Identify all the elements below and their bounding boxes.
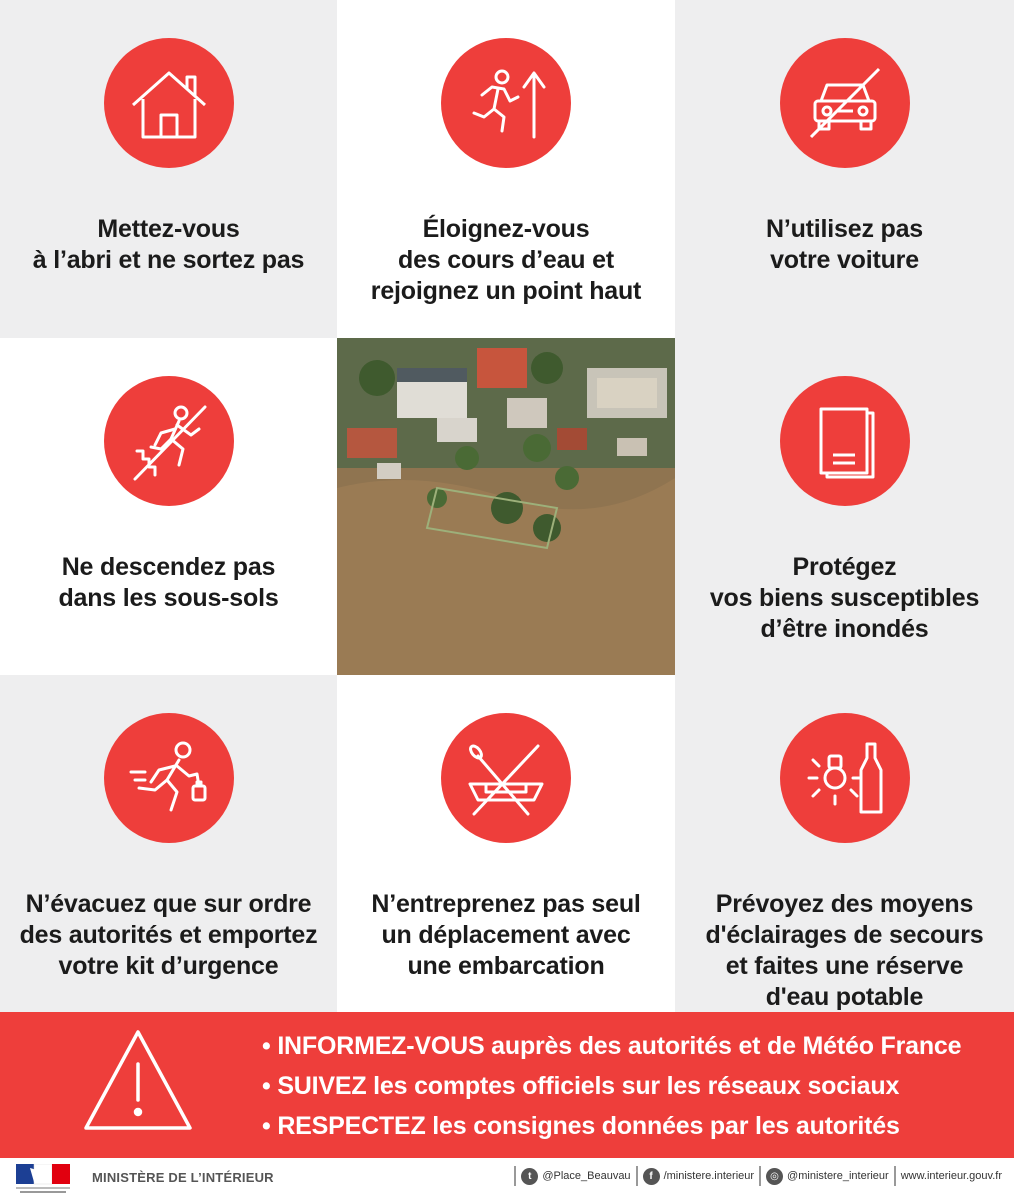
bullet-respect xyxy=(262,1106,1002,1146)
advice-bullets xyxy=(262,1026,1002,1146)
divider xyxy=(759,1166,761,1186)
card-caption: Protégez vos biens susceptibles d’être inondés xyxy=(709,553,980,643)
bullet-text: auprès des autorités et de Météo France xyxy=(484,1032,962,1060)
divider xyxy=(894,1166,896,1186)
card-icon-circle xyxy=(441,713,571,843)
card-caption: N’utilisez pas votre voiture xyxy=(766,215,923,274)
card-icon-circle xyxy=(441,38,571,168)
bullet-mark: • xyxy=(262,1032,271,1060)
card-protect-goods xyxy=(675,338,1014,675)
card-caption: Ne descendez pas dans les sous-sols xyxy=(58,553,279,612)
card-evacuate xyxy=(0,675,337,1012)
bullet-text: les consignes données par les autorités xyxy=(425,1112,900,1140)
running-up-arrow-icon xyxy=(458,55,554,151)
no-car-icon xyxy=(797,55,893,151)
card-no-car xyxy=(675,0,1014,338)
card-icon-circle xyxy=(104,38,234,168)
card-no-boat xyxy=(337,675,675,1012)
card-icon-circle xyxy=(104,376,234,506)
no-boat-icon xyxy=(458,730,554,826)
card-icon-circle xyxy=(780,376,910,506)
card-caption: N’entreprenez pas seul un déplacement avec une embarcation xyxy=(371,890,641,980)
bullet-follow xyxy=(262,1066,1002,1106)
bullet-text: les comptes officiels sur les réseaux sociaux xyxy=(366,1072,900,1100)
bullet-mark: • xyxy=(262,1072,271,1100)
card-icon-circle xyxy=(780,38,910,168)
republique-francaise-logo xyxy=(16,1164,70,1194)
website-link[interactable]: www.interieur.gouv.fr xyxy=(900,1170,1002,1182)
card-no-basement xyxy=(0,338,337,675)
twitter-icon: t xyxy=(521,1168,538,1185)
instagram-handle[interactable]: @ministere_interieur xyxy=(787,1170,889,1182)
bullet-keyword: RESPECTEZ xyxy=(277,1112,426,1140)
evacuate-with-kit-icon xyxy=(121,730,217,826)
social-links xyxy=(509,1166,1002,1186)
ministry-name: MINISTÈRE DE L’INTÉRIEUR xyxy=(92,1170,274,1185)
divider xyxy=(514,1166,516,1186)
bullet-mark: • xyxy=(262,1112,271,1140)
book-icon xyxy=(797,393,893,489)
twitter-handle[interactable]: @Place_Beauvau xyxy=(542,1170,631,1182)
flood-aerial-photo xyxy=(337,338,675,675)
bullet-keyword: SUIVEZ xyxy=(277,1072,367,1100)
card-shelter xyxy=(0,0,337,338)
card-caption: Mettez-vous à l’abri et ne sortez pas xyxy=(32,215,305,274)
instagram-icon: ◎ xyxy=(766,1168,783,1185)
card-caption: N’évacuez que sur ordre des autorités et emportez votre kit d’urgence xyxy=(19,890,318,980)
divider xyxy=(636,1166,638,1186)
card-caption: Prévoyez des moyens d'éclairages de secours et faites une réserve d'eau potable xyxy=(705,890,984,1011)
warning-triangle-icon xyxy=(80,1024,196,1140)
no-stairs-down-icon xyxy=(121,393,217,489)
facebook-icon: f xyxy=(643,1168,660,1185)
facebook-handle[interactable]: /ministere.interieur xyxy=(663,1170,755,1182)
card-high-ground xyxy=(337,0,675,338)
bullet-inform xyxy=(262,1026,1002,1066)
flashlight-bottle-icon xyxy=(797,730,893,826)
card-icon-circle xyxy=(780,713,910,843)
bullet-keyword: INFORMEZ-VOUS xyxy=(277,1032,485,1060)
card-caption: Éloignez-vous des cours d’eau et rejoignez un point haut xyxy=(370,215,642,305)
house-icon xyxy=(121,55,217,151)
card-emergency-supplies xyxy=(675,675,1014,1012)
flood-scene-image xyxy=(337,338,675,675)
card-icon-circle xyxy=(104,713,234,843)
